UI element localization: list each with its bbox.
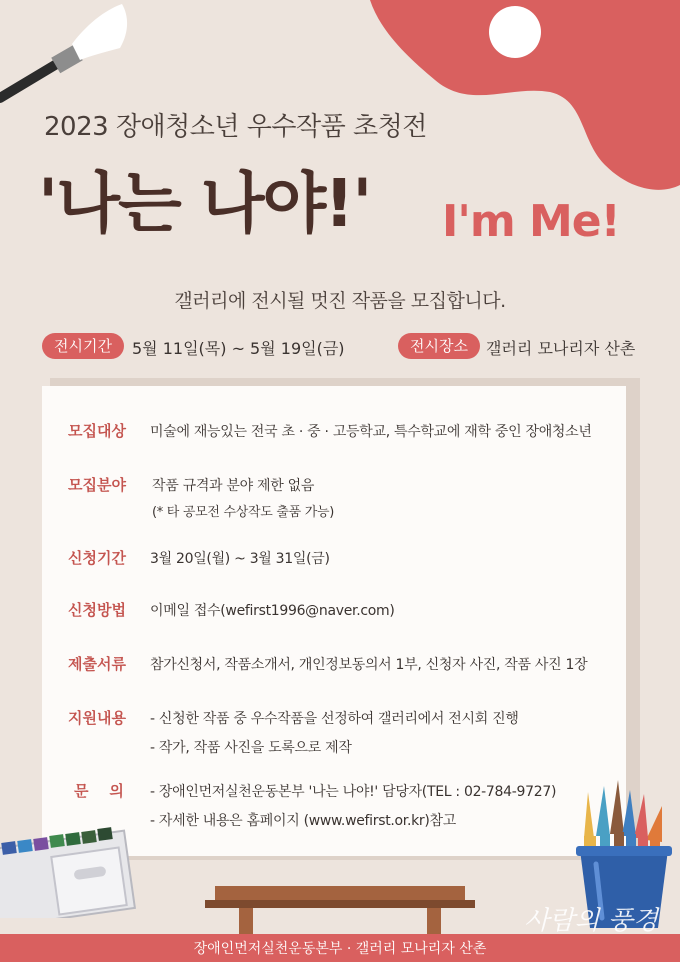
- row-label-contact: 문 의: [74, 782, 124, 800]
- row-text-apply-period: 3월 20일(월) ~ 3월 31일(금): [150, 551, 330, 567]
- row-label-support: 지원내용: [68, 709, 126, 727]
- row-label-target: 모집대상: [68, 422, 126, 440]
- period-value: 5월 11일(목) ~ 5월 19일(금): [132, 339, 345, 358]
- english-title: I'm Me!: [442, 196, 620, 247]
- red-blob-decoration: [360, 0, 680, 200]
- row-label-documents: 제출서류: [68, 655, 126, 673]
- paint-palette-icon: [0, 818, 140, 918]
- row-text-contact-1: - 장애인먼저실천운동본부 '나는 나야!' 담당자(TEL : 02-784-9727): [150, 784, 557, 800]
- tagline: 갤러리에 전시될 멋진 작품을 모집합니다.: [174, 290, 506, 312]
- row-label-field: 모집분야: [68, 476, 126, 494]
- subtitle: 2023 장애청소년 우수작품 초청전: [44, 112, 427, 142]
- row-text-target: 미술에 재능있는 전국 초 · 중 · 고등학교, 특수학교에 재학 중인 장애청소년: [150, 424, 592, 440]
- watermark: 사람의 풍경: [524, 906, 658, 936]
- row-text-field-2: (* 타 공모전 수상작도 출품 가능): [152, 505, 335, 520]
- period-badge: 전시기간: [42, 333, 124, 359]
- paintbrush-icon: [0, 0, 140, 110]
- row-text-support-1: - 신청한 작품 중 우수작품을 선정하여 갤러리에서 전시회 진행: [150, 711, 519, 727]
- row-text-apply-method: 이메일 접수(wefirst1996@naver.com): [150, 603, 395, 619]
- venue-badge: 전시장소: [398, 333, 480, 359]
- row-label-apply-method: 신청방법: [68, 601, 126, 619]
- row-label-apply-period: 신청기간: [68, 549, 126, 567]
- main-title: '나는 나야!': [38, 165, 371, 242]
- row-text-documents: 참가신청서, 작품소개서, 개인정보동의서 1부, 신청자 사진, 작품 사진 1장: [150, 657, 588, 673]
- footer-text: 장애인먼저실천운동본부 · 갤러리 모나리자 산촌: [193, 941, 487, 957]
- easel-icon: [205, 880, 475, 936]
- row-text-field-1: 작품 규격과 분야 제한 없음: [152, 478, 315, 494]
- row-text-contact-2: - 자세한 내용은 홈페이지 (www.wefirst.or.kr)참고: [150, 813, 457, 829]
- venue-value: 갤러리 모나리자 산촌: [486, 339, 636, 358]
- row-text-support-2: - 작가, 작품 사진을 도록으로 제작: [150, 740, 352, 756]
